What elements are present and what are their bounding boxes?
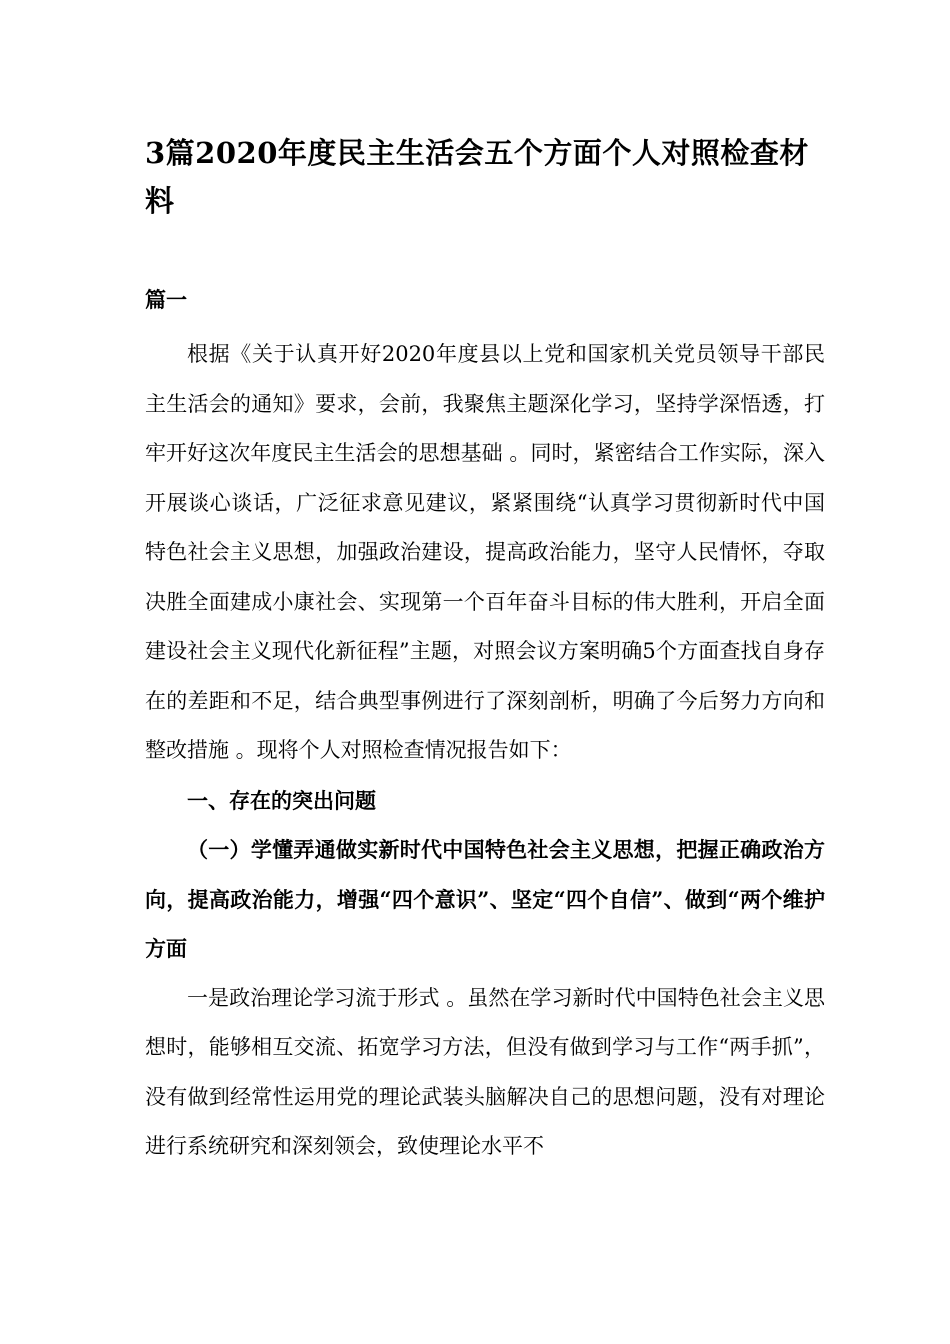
intro-paragraph: 根据《关于认真开好2020年度县以上党和国家机关党员领导干部民主生活会的通知》要求，会前，我聚焦主题深化学习，坚持学深悟透，打牢开好这次年度民主生活会的思想基础 。同时，紧密结合工作实际，深入开展谈心谈话，广泛征求意见建议，紧紧围绕“认真学习贯彻新时代中国特色社会主义思想，加强政治建设，提高政治能力，坚守人民情怀，夺取决胜全面建成小康社会、实现第一个百年奋斗目标的伟大胜利，开启全面建设社会主义现代化新征程”主题，对照会议方案明确5个方面查找自身存在的差距和不足，结合典型事例进行了深刻剖析，明确了今后努力方向和整改措施 。现将个人对照检查情况报告如下：: [145, 342, 825, 762]
document-body: [145, 330, 825, 1172]
heading-outstanding-problems: 一、存在的突出问题: [187, 787, 376, 813]
subheading-political-theory: （一）学懂弄通做实新时代中国特色社会主义思想，把握正确政治方向，提高政治能力，增强“四个意识”、坚定“四个自信”、做到“两个维护方面: [145, 837, 825, 961]
section-label: 篇一: [145, 287, 187, 312]
document-title: 3篇2020年度民主生活会五个方面个人对照检查材料: [145, 136, 809, 218]
point-one-paragraph: 一是政治理论学习流于形式 。虽然在学习新时代中国特色社会主义思想时，能够相互交流、拓宽学习方法，但没有做到学习与工作“两手抓”，没有做到经常性运用党的理论武装头脑解决自己的思想问题，没有对理论进行系统研究和深刻领会，致使理论水平不: [145, 985, 825, 1158]
